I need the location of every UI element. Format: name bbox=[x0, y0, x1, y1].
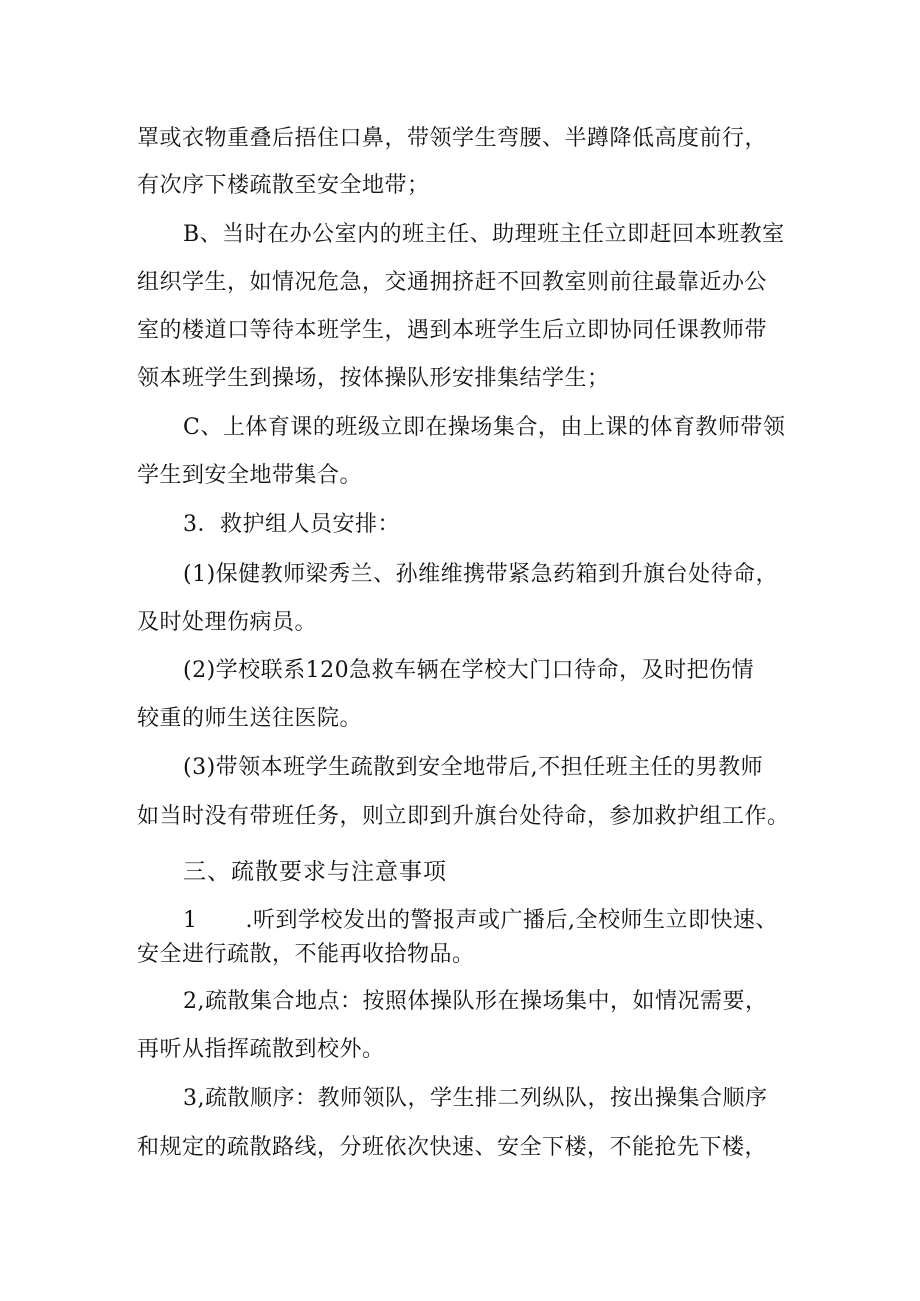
paragraph-line bbox=[0, 1035, 920, 1065]
heading-text: 三、疏散要求与注意事项 bbox=[183, 859, 447, 885]
line-text: 较重的师生送往医院。 bbox=[137, 706, 363, 731]
paragraph-line bbox=[0, 316, 920, 346]
line-text: 再听从指挥疏散到校外。 bbox=[137, 1037, 385, 1062]
line-text: (2)学校联系120急救车辆在学校大门口待命，及时把伤情 bbox=[183, 658, 755, 683]
paragraph-line bbox=[0, 560, 920, 590]
line-text: C、上体育课的班级立即在操场集合，由上课的体育教师带领 bbox=[183, 415, 786, 440]
line-text: 3．救护组人员安排： bbox=[183, 512, 400, 537]
section-subheading bbox=[0, 510, 920, 540]
line-text: 室的楼道口等待本班学生，遇到本班学生后立即协同任课教师带 bbox=[137, 318, 768, 343]
paragraph-line bbox=[0, 940, 920, 970]
line-text: (3)带领本班学生疏散到安全地带后,不担任班主任的男教师 bbox=[183, 755, 764, 780]
paragraph-line bbox=[0, 1084, 920, 1114]
line-text: 2,疏散集合地点：按照体操队形在操场集中，如情况需要， bbox=[183, 989, 768, 1014]
paragraph-line bbox=[0, 364, 920, 394]
paragraph-line bbox=[0, 171, 920, 201]
line-text: .听到学校发出的警报声或广播后,全校师生立即快速、 bbox=[245, 908, 778, 933]
paragraph-line bbox=[0, 608, 920, 638]
line-text: 领本班学生到操场，按体操队形安排集结学生； bbox=[137, 366, 610, 391]
line-text: 学生到安全地带集合。 bbox=[137, 463, 363, 488]
paragraph-line bbox=[0, 124, 920, 154]
line-text: 罩或衣物重叠后捂住口鼻，带领学生弯腰、半蹲降低高度前行， bbox=[137, 126, 768, 151]
paragraph-line bbox=[0, 704, 920, 734]
line-text: (1)保健教师梁秀兰、孙维维携带紧急药箱到升旗台处待命， bbox=[183, 562, 779, 587]
list-number: 1 bbox=[183, 908, 198, 933]
paragraph-line bbox=[0, 268, 920, 298]
line-text: 和规定的疏散路线，分班依次快速、安全下楼，不能抢先下楼， bbox=[137, 1135, 768, 1160]
line-text: 有次序下楼疏散至安全地带； bbox=[137, 173, 430, 198]
paragraph-line bbox=[0, 461, 920, 491]
paragraph-line bbox=[0, 1133, 920, 1163]
paragraph-line bbox=[0, 220, 920, 250]
paragraph-line bbox=[0, 987, 920, 1017]
line-text: 3,疏散顺序：教师领队，学生排二列纵队，按出操集合顺序 bbox=[183, 1086, 768, 1111]
paragraph-line bbox=[0, 656, 920, 686]
paragraph-line bbox=[0, 802, 920, 832]
line-text: 及时处理伤病员。 bbox=[137, 610, 318, 635]
paragraph-line bbox=[0, 413, 920, 443]
section-heading bbox=[0, 857, 920, 887]
line-text: 安全进行疏散，不能再收拾物品。 bbox=[137, 942, 475, 967]
paragraph-line bbox=[0, 753, 920, 783]
line-text: B、当时在办公室内的班主任、助理班主任立即赶回本班教室 bbox=[183, 222, 785, 247]
line-text: 组织学生，如情况危急，交通拥挤赶不回教室则前往最靠近办公 bbox=[137, 270, 768, 295]
line-text: 如当时没有带班任务，则立即到升旗台处待命，参加救护组工作。 bbox=[137, 804, 790, 829]
paragraph-line bbox=[0, 906, 920, 936]
